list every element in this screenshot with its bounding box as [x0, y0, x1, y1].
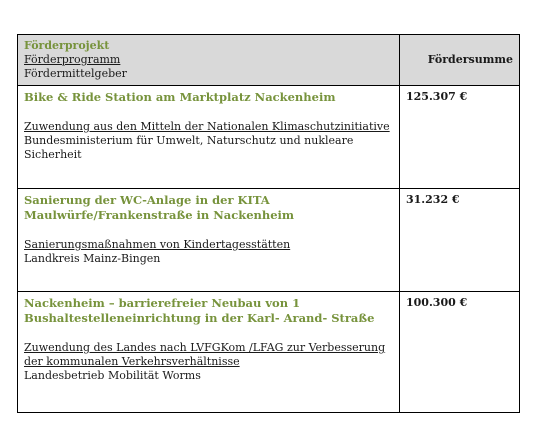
amount-cell: 100.300 € [400, 292, 520, 413]
project-title: Sanierung der WC-Anlage in der KITA Maulwürfe/Frankenstraße in Nackenheim [24, 193, 295, 222]
header-funder-label: Fördermittelgeber [24, 67, 127, 80]
project-title: Bike & Ride Station am Marktplatz Nackenheim [24, 90, 336, 104]
table-row [18, 86, 520, 189]
project-cell [18, 189, 400, 292]
funding-table [17, 34, 520, 413]
funder-name: Bundesministerium für Umwelt, Naturschutz und nukleare Sicherheit [24, 134, 354, 161]
funder-name: Landesbetrieb Mobilität Worms [24, 369, 201, 382]
table-header-row [18, 35, 520, 86]
program-name: Zuwendung aus den Mitteln der Nationalen Klimaschutzinitiative [24, 120, 390, 133]
table-row [18, 189, 520, 292]
project-cell [18, 86, 400, 189]
program-name: Zuwendung des Landes nach LVFGKom /LFAG zur Verbesserung der kommunalen Verkehrsverhältnisse [24, 341, 386, 368]
table-row [18, 292, 520, 413]
header-amount-label: Fördersumme [400, 35, 520, 86]
amount-cell: 125.307 € [400, 86, 520, 189]
project-title: Nackenheim – barrierefreier Neubau von 1 Bushaltestelleneinrichtung in der Karl- Arand- Straße [24, 296, 375, 325]
header-program-label: Förderprogramm [24, 53, 121, 66]
project-cell [18, 292, 400, 413]
header-project-cell [18, 35, 400, 86]
header-project-label: Förderprojekt [24, 39, 110, 52]
amount-cell: 31.232 € [400, 189, 520, 292]
program-name: Sanierungsmaßnahmen von Kindertagesstätten [24, 238, 291, 251]
funder-name: Landkreis Mainz-Bingen [24, 252, 161, 265]
